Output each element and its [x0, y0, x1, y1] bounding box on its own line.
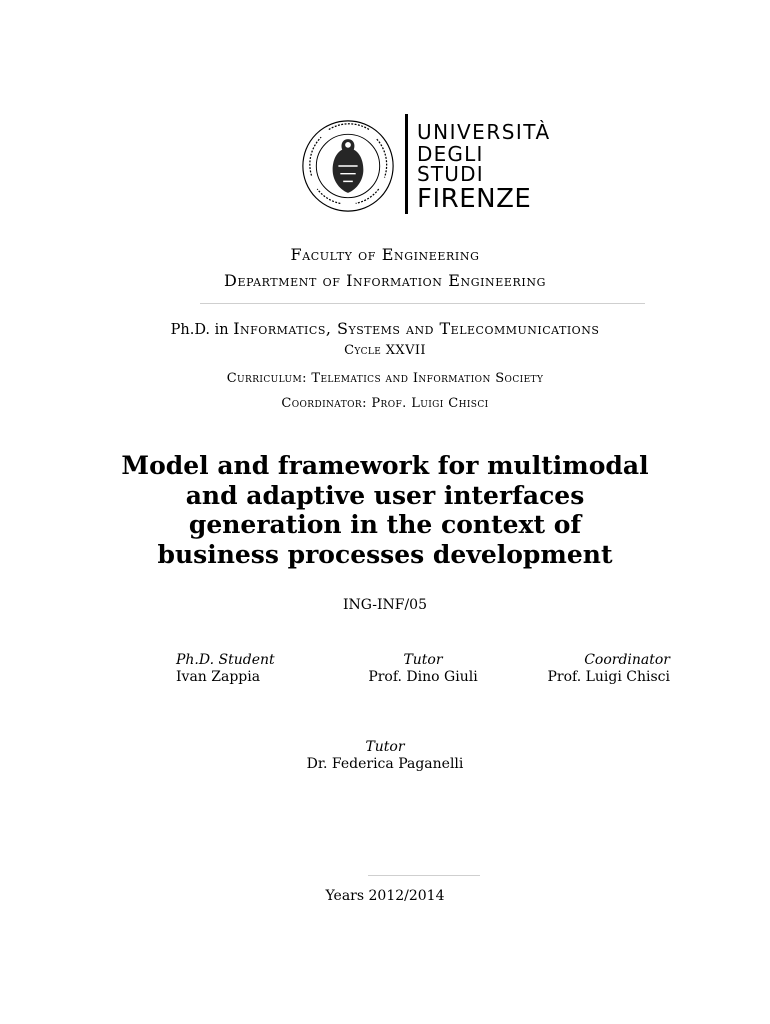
second-tutor-role: Tutor [365, 739, 405, 755]
thesis-title-line: and adaptive user interfaces [185, 480, 585, 510]
thesis-title [0, 451, 770, 569]
thesis-title-line: generation in the context of [188, 510, 582, 539]
logo-line-1: UNIVERSITÀ [417, 120, 551, 144]
coordinator-name: Prof. Luigi Chisci [547, 669, 670, 685]
logo-line-2: DEGLI STUDI [417, 142, 484, 186]
years-label: Years 2012/2014 [325, 888, 445, 904]
student-block [176, 652, 275, 685]
coordinator-block [470, 652, 670, 685]
discipline-code: ING-INF/05 [343, 597, 427, 613]
second-tutor-name: Dr. Federica Paganelli [306, 756, 464, 772]
tutor-name: Prof. Dino Giuli [368, 669, 478, 685]
program-name: Informatics, Systems and Telecommunications [233, 319, 600, 338]
student-role: Ph.D. Student [176, 652, 275, 668]
program-line [0, 319, 770, 338]
cycle-label: Cycle XXVII [344, 343, 426, 358]
thesis-title-line: business processes development [157, 539, 613, 569]
program-prefix: Ph.D. in [170, 322, 229, 338]
second-tutor-block [0, 739, 770, 772]
tutor-role: Tutor [403, 652, 443, 668]
logo-divider [405, 114, 408, 214]
thesis-title-line: Model and framework for multimodal [121, 451, 649, 480]
faculty-name: Faculty of Engineering [290, 245, 480, 264]
department-name: Department of Information Engineering [224, 271, 546, 290]
curriculum-label: Curriculum: Telematics and Information Society [226, 371, 544, 386]
university-logo [300, 112, 550, 218]
footer-divider [368, 875, 480, 876]
logo-wordmark [417, 122, 551, 212]
university-seal-icon [300, 118, 396, 214]
coordinator-label: Coordinator: Prof. Luigi Chisci [281, 396, 489, 411]
logo-line-3: FIRENZE [417, 184, 532, 214]
coordinator-role: Coordinator [584, 652, 670, 668]
student-name: Ivan Zappia [176, 669, 261, 685]
header-divider [200, 303, 645, 304]
